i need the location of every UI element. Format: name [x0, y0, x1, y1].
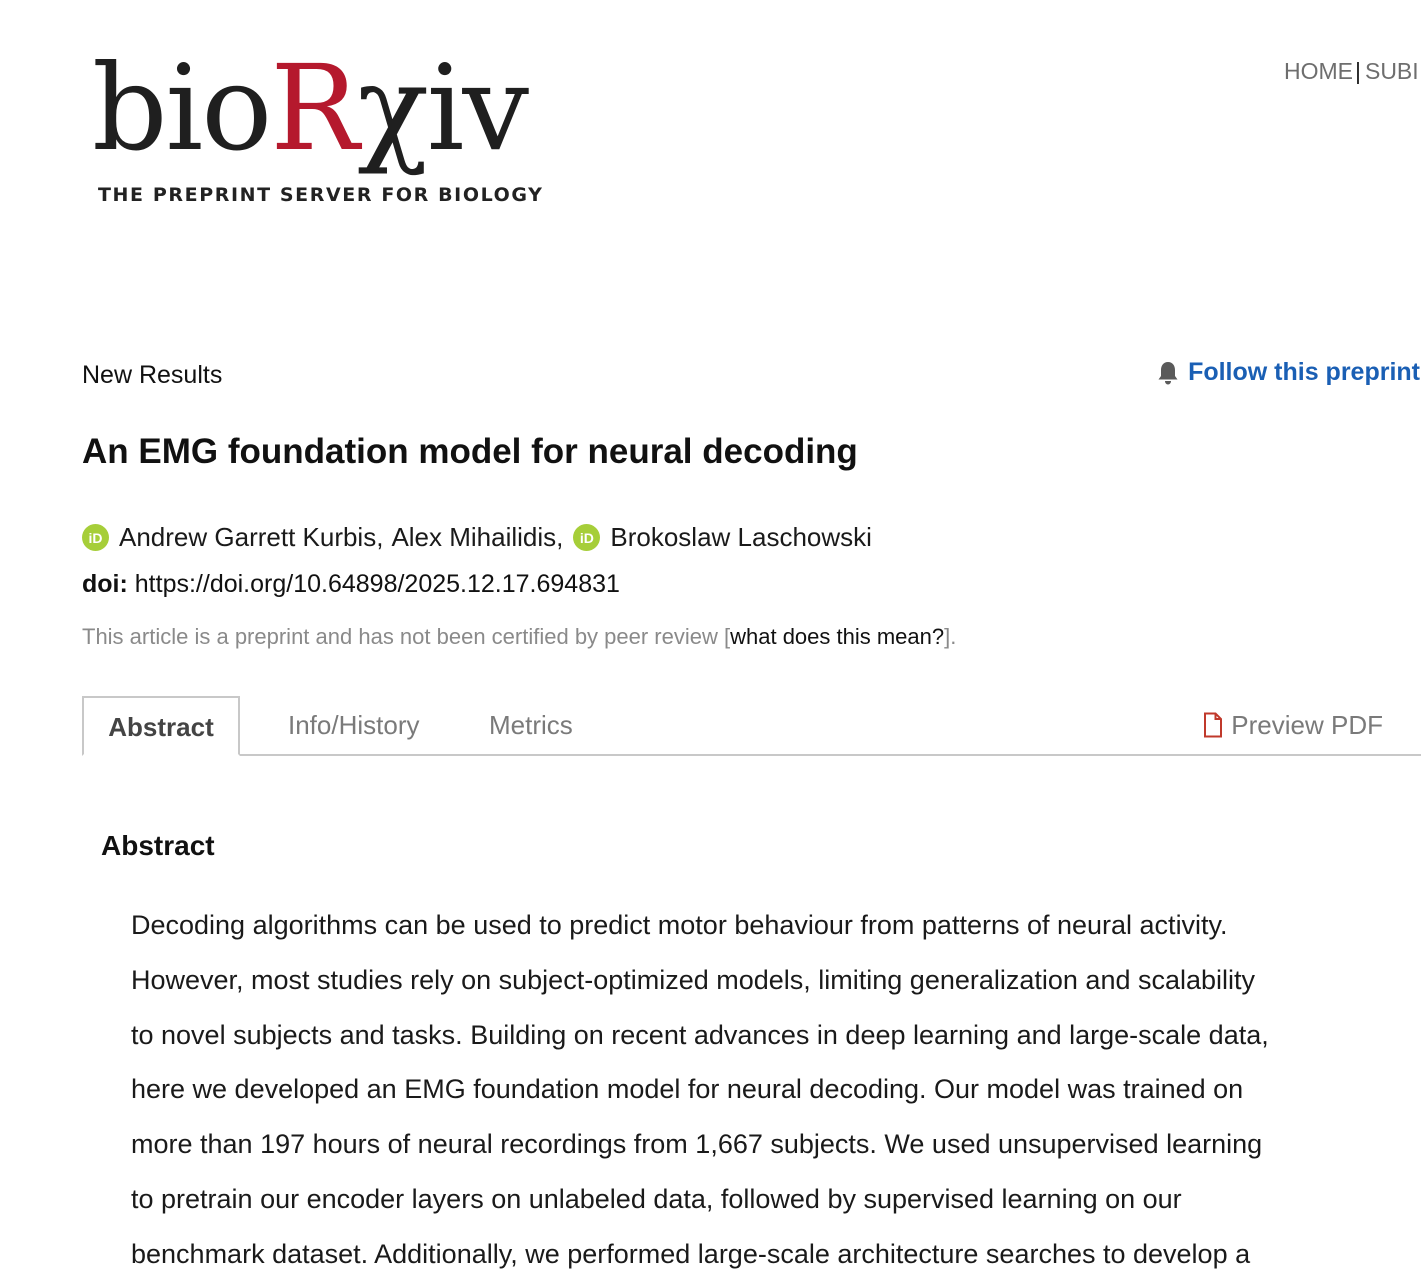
preview-pdf-button[interactable] [1203, 696, 1383, 754]
nav-home-link[interactable]: HOME [1284, 58, 1353, 84]
article-title: An EMG foundation model for neural decoding [82, 432, 858, 471]
article-category: New Results [82, 361, 223, 389]
logo-wordmark [92, 38, 527, 178]
abstract-text [131, 898, 1381, 1282]
preview-pdf-label: Preview PDF [1231, 710, 1383, 740]
orcid-icon[interactable]: iD [573, 524, 600, 551]
abstract-heading: Abstract [101, 830, 215, 861]
bell-icon [1156, 360, 1180, 386]
tab-info-history[interactable]: Info/History [288, 710, 420, 740]
doi-link[interactable]: https://doi.org/10.64898/2025.12.17.694831 [134, 570, 620, 598]
doi-label: doi: [82, 570, 128, 598]
author-name[interactable]: Andrew Garrett Kurbis, [119, 522, 384, 552]
logo-word-end: χiv [357, 39, 528, 177]
what-does-this-mean-link[interactable]: what does this mean? [730, 624, 945, 649]
abstract-line: benchmark dataset. Additionally, we performed large-scale architecture searches to develop a [131, 1238, 1251, 1269]
author-name[interactable]: Brokoslaw Laschowski [610, 522, 872, 552]
author-list [82, 522, 872, 553]
nav-submit-link[interactable]: SUBI [1364, 58, 1419, 84]
abstract-line: more than 197 hours of neural recordings from 1,667 subjects. We used unsupervised learning [131, 1129, 1263, 1160]
abstract-line: to novel subjects and tasks. Building on recent advances in deep learning and large-scale data, [131, 1019, 1269, 1050]
doi-line [82, 570, 620, 599]
follow-preprint-label: Follow this preprint [1188, 358, 1420, 386]
logo-tagline: THE PREPRINT SERVER FOR BIOLOGY [98, 184, 544, 206]
article-tabs [82, 696, 1421, 756]
logo-word-start: bio [92, 39, 271, 177]
tab-metrics[interactable]: Metrics [489, 710, 573, 740]
logo-word-r: R [270, 39, 358, 177]
disclaimer-end: ]. [944, 624, 957, 649]
abstract-line: to pretrain our encoder layers on unlabeled data, followed by supervised learning on our [131, 1183, 1182, 1214]
abstract-line: Decoding algorithms can be used to predict motor behaviour from patterns of neural activity. [131, 910, 1228, 940]
orcid-icon[interactable]: iD [82, 524, 109, 551]
preprint-disclaimer [82, 624, 956, 650]
abstract-line: However, most studies rely on subject-optimized models, limiting generalization and scalability [131, 964, 1256, 995]
pdf-file-icon [1203, 712, 1223, 738]
nav-separator: | [1355, 58, 1361, 84]
abstract-line: here we developed an EMG foundation model for neural decoding. Our model was trained on [131, 1074, 1244, 1105]
follow-preprint-button[interactable] [1156, 358, 1420, 387]
author-name[interactable]: Alex Mihailidis, [391, 522, 564, 552]
tab-abstract[interactable]: Abstract [82, 696, 240, 756]
disclaimer-text: This article is a preprint and has not been certified by peer review [ [82, 624, 731, 649]
top-navigation [1284, 58, 1419, 85]
biorxiv-logo[interactable] [92, 38, 544, 218]
